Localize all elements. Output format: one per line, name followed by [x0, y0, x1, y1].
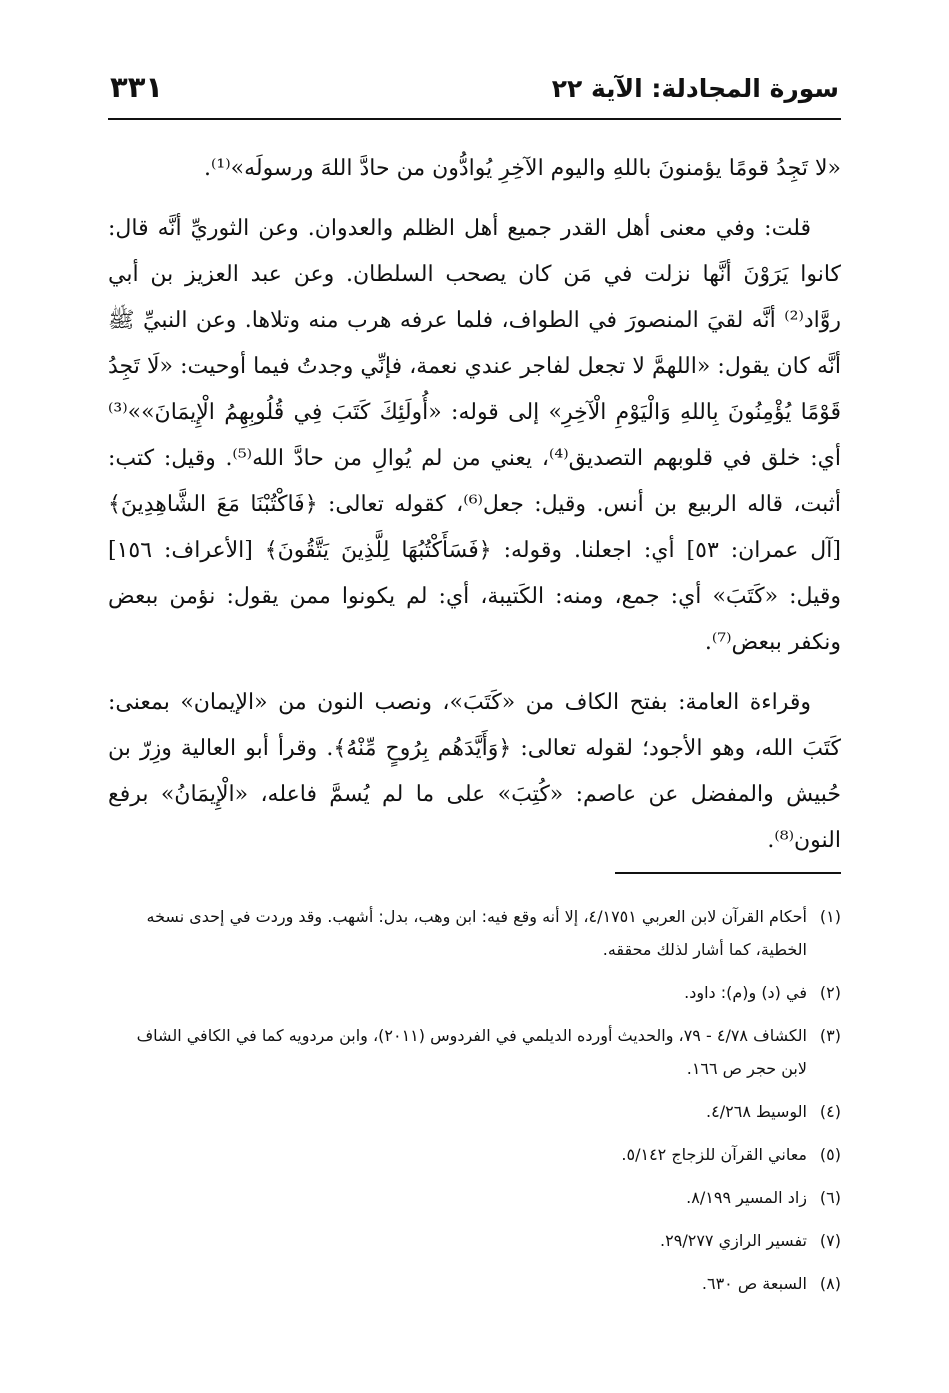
footnote	[108, 976, 841, 1009]
paragraph: «لا تَجِدُ قومًا يؤمنونَ باللهِ واليوم الآخِرِ يُوادُّون من حادَّ اللهَ ورسولَه»⁽¹⁾.	[203, 156, 841, 181]
footnote-number: (٧)	[819, 1231, 841, 1250]
page-number: ٣٣١	[110, 70, 164, 104]
paragraph: وقراءة العامة: بفتح الكاف من «كَتَبَ»، ونصب النون من «الإيمان» بمعنى: كَتَبَ الله، وهو الأجود؛ لقوله تعالى: ﴿وَأَيَّدَهُم بِرُوحٍ مِّنْهُ﴾. وقرأ أبو العالية وزِرّ بن حُبيش والمفضل عن عاصم: «كُتِبَ» على ما لم يُسمَّ فاعله، «الْإِيمَانُ» برفع النون⁽⁸⁾.	[108, 690, 841, 853]
header-rule	[108, 118, 841, 120]
footnote-number: (٣)	[819, 1026, 841, 1045]
footnote-separator	[615, 872, 841, 874]
footnote-number: (٦)	[819, 1188, 841, 1207]
paragraph: قلت: وفي معنى أهل القدر جميع أهل الظلم والعدوان. وعن الثوريِّ أنَّه قال: كانوا يَرَوْنَ أنَّها نزلت في مَن كان يصحب السلطان. وعن عبد العزيز بن أبي روَّاد⁽²⁾ أنَّه لقيَ المنصورَ في الطواف، فلما عرفه هرب منه وتلاها. وعن النبيِّ ﷺ أنَّه كان يقول: «اللهمَّ لا تجعل لفاجر عندي نعمة، فإنِّي وجدتُ فيما أوحيت: «لَا تَجِدُ قَوْمًا يُؤْمِنُونَ بِاللهِ وَالْيَوْمِ الْآخِرِ» إلى قوله: «أُولَئِكَ كَتَبَ فِي قُلُوبِهِمُ الْإِيمَانَ»»⁽³⁾ أي: خلق في قلوبهم التصديق⁽⁴⁾، يعني من لم يُوالِ من حادَّ الله⁽⁵⁾. وقيل: كتب: أثبت، قاله الربيع بن أنس. وقيل: جعل⁽⁶⁾، كقوله تعالى: ﴿فَاكْتُبْنَا مَعَ الشَّاهِدِينَ﴾ [آل عمران: ٥٣] أي: اجعلنا. وقوله: ﴿فَسَأَكْتُبُهَا لِلَّذِينَ يَتَّقُونَ﴾ [الأعراف: ١٥٦] وقيل: «كَتَبَ» أي: جمع، ومنه: الكَتيبة، أي: لم يكونوا ممن يقول: نؤمن ببعض ونكفر ببعض⁽⁷⁾.	[108, 216, 841, 655]
footnote-text: زاد المسير ٨/١٩٩.	[686, 1188, 807, 1207]
footnotes	[108, 900, 841, 1310]
footnote-text: تفسير الرازي ٢٩/٢٧٧.	[660, 1231, 807, 1250]
footnote-text: في (د) و(م): داود.	[684, 983, 807, 1002]
running-header	[108, 66, 841, 116]
footnote-text: معاني القرآن للزجاج ٥/١٤٢.	[621, 1145, 807, 1164]
footnote	[108, 1224, 841, 1257]
surah-title: سورة المجادلة: الآية ٢٢	[551, 74, 839, 103]
footnote	[108, 1267, 841, 1300]
footnote-number: (٤)	[819, 1102, 841, 1121]
main-text	[108, 146, 841, 878]
footnote-text: الوسيط ٤/٢٦٨.	[706, 1102, 807, 1121]
footnote	[108, 1095, 841, 1128]
footnote	[108, 1181, 841, 1214]
footnote-number: (١)	[819, 907, 841, 926]
footnote-text: أحكام القرآن لابن العربي ٤/١٧٥١، إلا أنه وقع فيه: ابن وهب، بدل: أشهب. وقد وردت في إحدى نسخه الخطية، كما أشار لذلك محققه.	[146, 907, 807, 959]
footnote-text: السبعة ص ٦٣٠.	[701, 1274, 807, 1293]
footnote-number: (٢)	[819, 983, 841, 1002]
footnote-number: (٥)	[819, 1145, 841, 1164]
footnote	[108, 900, 841, 966]
footnote-number: (٨)	[819, 1274, 841, 1293]
footnote-text: الكشاف ٤/٧٨ - ٧٩، والحديث أورده الديلمي في الفردوس (٢٠١١)، وابن مردويه كما في الكافي الشاف لابن حجر ص ١٦٦.	[136, 1026, 807, 1078]
footnote	[108, 1138, 841, 1171]
footnote	[108, 1019, 841, 1085]
